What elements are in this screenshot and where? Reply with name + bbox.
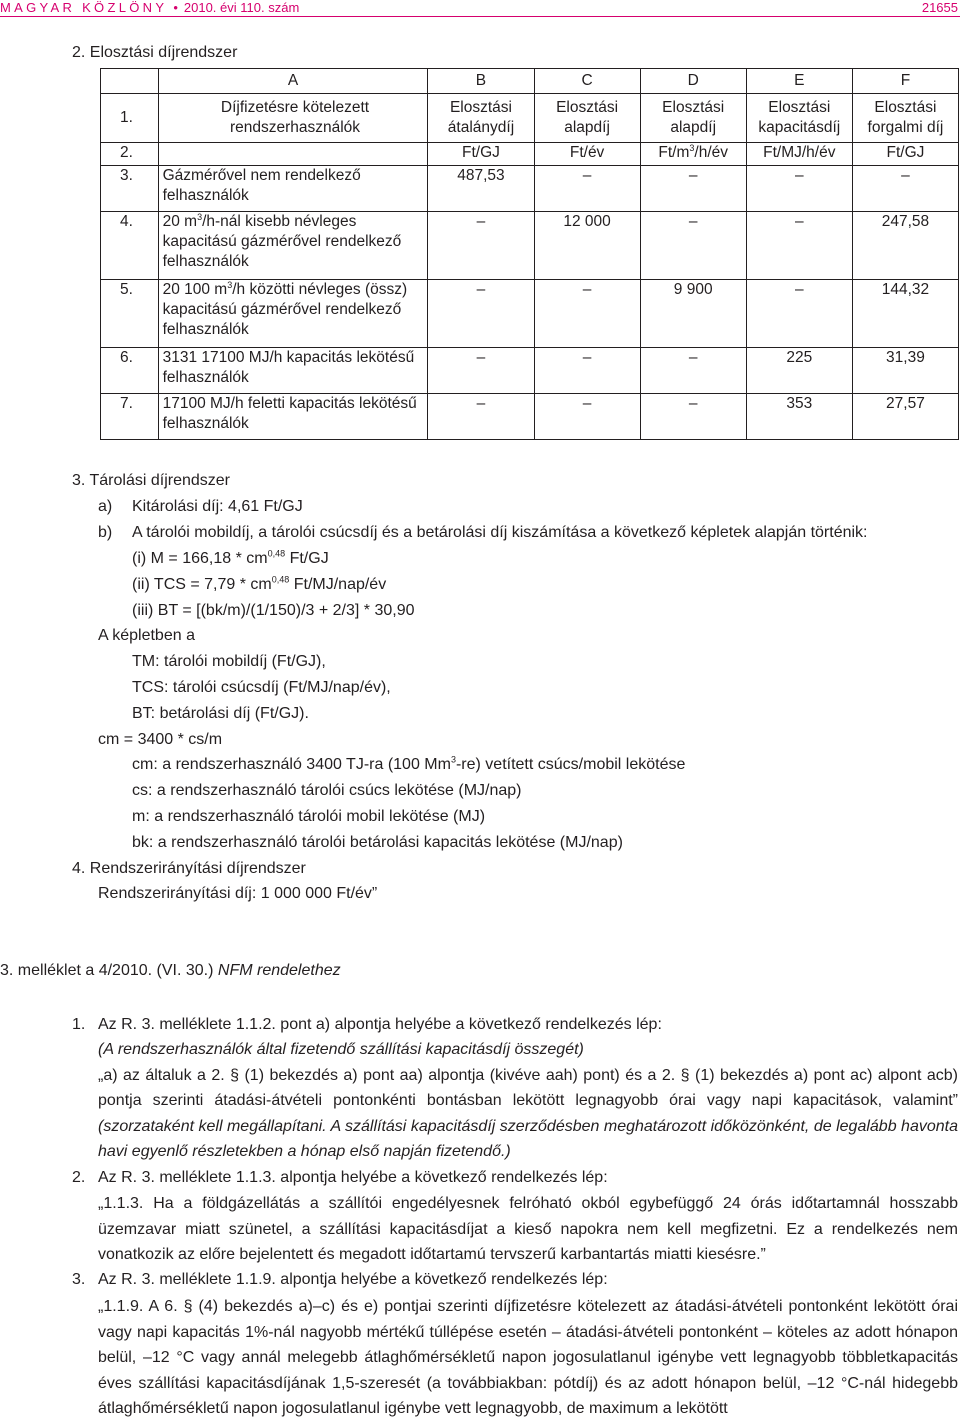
- table-cell: –: [534, 348, 640, 394]
- cm-formula: cm = 3400 * cs/m: [98, 731, 223, 748]
- col-letter: A: [158, 69, 428, 94]
- unit-cell: Ft/GJ: [852, 143, 958, 166]
- formula-tcs: (ii) TCS = 7,79 * cm$^{0,48}$ Ft/MJ/nap/év: [132, 574, 387, 593]
- table-cell: –: [534, 394, 640, 440]
- definition-bt: BT: betárolási díj (Ft/GJ).: [132, 705, 309, 722]
- row-number: 5.: [101, 280, 159, 348]
- definition-m: m: a rendszerhasználó tárolói mobil lekötése (MJ): [132, 808, 486, 825]
- table-cell: –: [746, 166, 852, 212]
- annex-item-paragraph: (A rendszerhasználók által fizetendő szállítási kapacitásdíj összegét) „a) az általuk a 2. § (1) bekezdés a) pont aa) alpontja (kivéve aah) pont) és a 2. § (1) bekezdés a) pont ac) alpont acb) pontja szerinti átadási-átvételi pontonkénti bontásban lekötött legnagyobb órai vagy napi kapacitások, valamint” (szorzataként kell megállapítani. A szállítási kapacitásdíj szerződésben meghatározott időközönként, de legalább havonta havi egyenlő részletekben a hónap első napján fizetendő.): [98, 1041, 958, 1160]
- annex-title: 3. melléklet a 4/2010. (VI. 30.) NFM rendelethez: [0, 962, 341, 979]
- table-row: [101, 348, 959, 394]
- definition-tm: TM: tárolói mobildíj (Ft/GJ),: [132, 653, 326, 670]
- annex-item-number: 1.: [72, 1016, 86, 1033]
- table-cell: 9 900: [640, 280, 746, 348]
- item-b-text: A tárolói mobildíj, a tárolói csúcsdíj és a betárolási díj kiszámítása a következő képletek alapján történik:: [132, 524, 868, 541]
- table-row: [101, 212, 959, 280]
- fee-table: [100, 68, 959, 440]
- header-cell: Díjfizetésre kötelezett rendszerhasználók: [158, 94, 428, 143]
- header-rule: [0, 16, 960, 17]
- definition-bk: bk: a rendszerhasználó tárolói betárolási kapacitás lekötése (MJ/nap): [132, 834, 623, 851]
- table-cell: –: [534, 280, 640, 348]
- table-cell: 487,53: [428, 166, 534, 212]
- header-cell: Elosztási kapacitásdíj: [746, 94, 852, 143]
- formula-bt: (iii) BT = [(bk/m)/(1/150)/3 + 2/3] * 30,90: [132, 602, 415, 619]
- row-number: 4.: [101, 212, 159, 280]
- table-cell: –: [640, 394, 746, 440]
- table-units-row: [101, 143, 959, 166]
- table-cell: –: [428, 280, 534, 348]
- row-number: 2.: [101, 143, 159, 166]
- row-number: 1.: [101, 94, 159, 143]
- annex-item-paragraph: „1.1.3. Ha a földgázellátás a szállítói engedélyesnek felróható okból egybefüggő 24 órás időtartamnál hosszabb üzemzavar miatt szünetel, a szállítási kapacitásdíjat a kieső napokra nem kell megfizetni. Ez a rendelkezés nem vonatkozik az előre bejelentett és megadott időtartamú tervszerű karbantartás miatti kiesésre.”: [98, 1195, 958, 1263]
- unit-cell: $Ft/m^3/h/év$: [640, 143, 746, 166]
- header-cell: Elosztási forgalmi díj: [852, 94, 958, 143]
- header-cell: Elosztási átalánydíj: [428, 94, 534, 143]
- table-cell: –: [746, 280, 852, 348]
- unit-cell: Ft/MJ/h/év: [746, 143, 852, 166]
- table-cell: –: [746, 212, 852, 280]
- col-letter: F: [852, 69, 958, 94]
- col-letter: B: [428, 69, 534, 94]
- table-cell: –: [640, 212, 746, 280]
- row-label: 20 $m^3/h$-nál kisebb névleges kapacitású gázmérővel rendelkező felhasználók: [158, 212, 428, 280]
- table-header-row: [101, 94, 959, 143]
- annex-item-paragraph: „1.1.9. A 6. § (4) bekezdés a)–c) és e) pontjai szerinti díjfizetésre kötelezett az átadási-átvételi pontonként lekötött órai vagy napi kapacitás 1%-nál nagyobb mértékű túllépése esetén – átadási-átvételi pontonként – köteles az adott hónapon belül, –12 °C vagy annál melegebb átlaghőmérsékletű napon jogosulatlanul igénybe vett legnagyobb többletkapacitás éves szállítási kapacitásdíjának 1,5-szeresét (a továbbiakban: pótdíj) és az adott hónapon belül, –12 °C-nál hidegebb átlaghőmérsékletű napon jogosulatlanul igénybe vett legnagyobb, de maximum a lekötött: [98, 1298, 958, 1417]
- page-number: 21655: [921, 0, 958, 15]
- row-label: Gázmérővel nem rendelkező felhasználók: [158, 166, 428, 212]
- table-row: [101, 280, 959, 348]
- row-label: 20 100 $m^3/h$ közötti névleges (össz) kapacitású gázmérővel rendelkező felhasználók: [158, 280, 428, 348]
- table-cell: 27,57: [852, 394, 958, 440]
- section-3-title: 3. Tárolási díjrendszer: [72, 472, 230, 489]
- publication-name: MAGYAR KÖZLÖNY • 2010. évi 110. szám: [0, 0, 300, 15]
- item-a-label: a): [98, 498, 113, 515]
- table-cell: 12 000: [534, 212, 640, 280]
- bullet-icon: •: [173, 0, 178, 15]
- annex-item-number: 2.: [72, 1169, 86, 1186]
- table-cell: 247,58: [852, 212, 958, 280]
- col-letter: D: [640, 69, 746, 94]
- table-cell: –: [534, 166, 640, 212]
- table-cell: –: [852, 166, 958, 212]
- row-number: 6.: [101, 348, 159, 394]
- table-cell: –: [640, 166, 746, 212]
- table-column-letters: [101, 69, 959, 94]
- row-label: 17100 MJ/h feletti kapacitás lekötésű felhasználók: [158, 394, 428, 440]
- table-cell: –: [428, 394, 534, 440]
- header-cell: Elosztási alapdíj: [534, 94, 640, 143]
- definition-cm: cm: a rendszerhasználó 3400 TJ-ra (100 Mm$^3$-re) vetített csúcs/mobil lekötése: [132, 754, 686, 773]
- annex-item-heading: Az R. 3. melléklete 1.1.9. alpontja helyébe a következő rendelkezés lép:: [98, 1271, 608, 1288]
- annex-item-heading: Az R. 3. melléklete 1.1.3. alpontja helyébe a következő rendelkezés lép:: [98, 1169, 608, 1186]
- table-cell: 144,32: [852, 280, 958, 348]
- definition-cs: cs: a rendszerhasználó tárolói csúcs lekötése (MJ/nap): [132, 782, 522, 799]
- item-a-text: Kitárolási díj: 4,61 Ft/GJ: [132, 498, 303, 515]
- section-4-text: Rendszerirányítási díj: 1 000 000 Ft/év”: [98, 885, 378, 902]
- definition-tcs: TCS: tárolói csúcsdíj (Ft/MJ/nap/év),: [132, 679, 391, 696]
- formula-intro: A képletben a: [98, 627, 195, 644]
- issue-label: 2010. évi 110. szám: [183, 0, 300, 15]
- item-b-label: b): [98, 524, 113, 541]
- row-number: 7.: [101, 394, 159, 440]
- formula-m: (i) M = 166,18 * cm$^{0,48}$ Ft/GJ: [132, 548, 329, 567]
- unit-cell: Ft/év: [534, 143, 640, 166]
- table-row: [101, 394, 959, 440]
- table-cell: 353: [746, 394, 852, 440]
- table-cell: 225: [746, 348, 852, 394]
- table-cell: –: [640, 348, 746, 394]
- section-2-title: 2. Elosztási díjrendszer: [72, 44, 238, 61]
- page-header: [0, 0, 960, 14]
- unit-cell: Ft/GJ: [428, 143, 534, 166]
- row-label: 3131 17100 MJ/h kapacitás lekötésű felhasználók: [158, 348, 428, 394]
- col-letter: C: [534, 69, 640, 94]
- header-cell: Elosztási alapdíj: [640, 94, 746, 143]
- row-number: 3.: [101, 166, 159, 212]
- section-4-title: 4. Rendszerirányítási díjrendszer: [72, 860, 306, 877]
- col-letter: E: [746, 69, 852, 94]
- table-cell: –: [428, 348, 534, 394]
- annex-item-number: 3.: [72, 1271, 86, 1288]
- table-cell: –: [428, 212, 534, 280]
- annex-item-heading: Az R. 3. melléklete 1.1.2. pont a) alpontja helyébe a következő rendelkezés lép:: [98, 1016, 662, 1033]
- table-cell: 31,39: [852, 348, 958, 394]
- table-row: [101, 166, 959, 212]
